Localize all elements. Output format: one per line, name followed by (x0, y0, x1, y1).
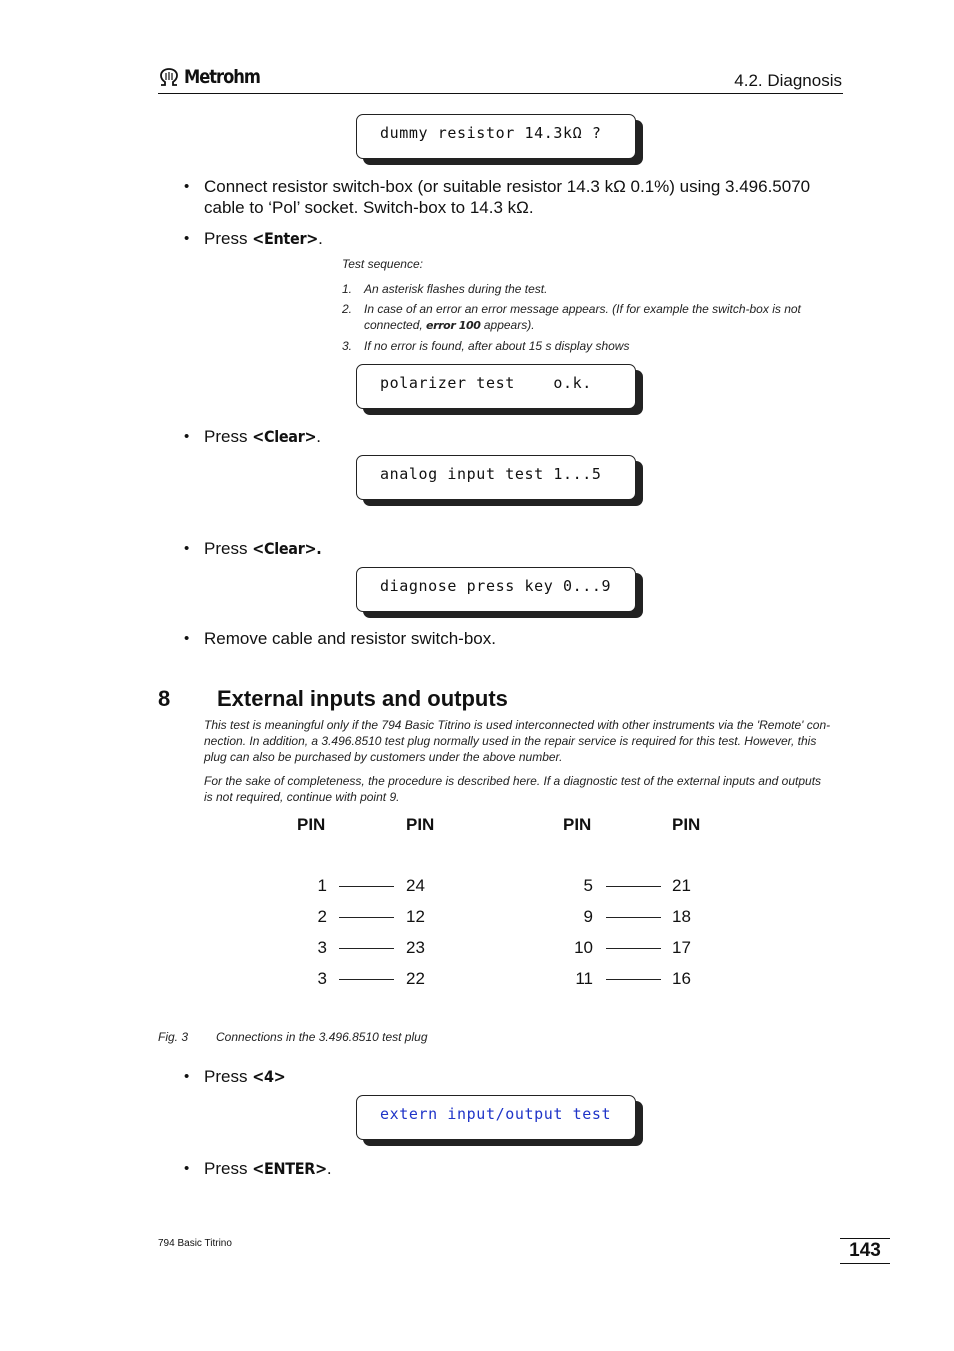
header-rule (158, 93, 843, 94)
logo-text: Metrohm (184, 66, 260, 88)
paragraph-line: plug can also be purchased by customers under the above number. (204, 750, 563, 764)
bullet-icon: • (184, 1160, 190, 1177)
pin-number: 16 (672, 969, 691, 988)
pin-connection-line (606, 948, 661, 949)
metrohm-omega-icon (158, 67, 180, 87)
pin-number: 12 (406, 907, 425, 926)
paragraph-line: This test is meaningful only if the 794 Basic Titrino is used interconnected with other instruments via the 'Remote' con- (204, 718, 831, 732)
pin-number: 5 (583, 876, 593, 895)
pin-number: 1 (317, 876, 327, 895)
bullet-text-line: cable to ‘Pol’ socket. Switch-box to 14.3 kΩ. (204, 198, 534, 217)
bullet-icon: • (184, 1068, 190, 1085)
bullet-text-line: Connect resistor switch-box (or suitable resistor 14.3 kΩ 0.1%) using 3.496.5070 (204, 177, 811, 196)
list-number: 2. (342, 302, 353, 316)
pin-header: PIN (297, 815, 326, 834)
paragraph-line: is not required, continue with point 9. (204, 790, 400, 804)
paragraph-line: For the sake of completeness, the procedure is described here. If a diagnostic test of the external inputs and outputs (204, 774, 822, 788)
figure-label: Fig. 3 (158, 1030, 189, 1044)
pin-number: 17 (672, 938, 691, 957)
pin-connection-line (339, 886, 394, 887)
list-text: An asterisk flashes during the test. (364, 282, 548, 296)
list-text: connected, (364, 318, 427, 332)
section-title: External inputs and outputs (217, 686, 508, 711)
period: . (316, 427, 322, 446)
bullet-icon: • (184, 540, 190, 557)
pin-number: 10 (574, 938, 593, 957)
display-text: extern input/output test (380, 1105, 612, 1123)
section-number: 8 (158, 686, 171, 711)
display-text: diagnose press key 0...9 (380, 577, 612, 595)
display-text: dummy resistor 14.3kΩ ? (380, 124, 602, 142)
press-label: Press (204, 229, 253, 248)
press-label: Press (204, 1067, 253, 1086)
pin-number: 9 (583, 907, 593, 926)
list-number: 3. (342, 339, 353, 353)
pin-number: 18 (672, 907, 691, 926)
pin-number: 24 (406, 876, 425, 895)
test-sequence-list (342, 281, 822, 361)
page-number: 143 (840, 1238, 890, 1264)
display-text: polarizer test o.k. (380, 374, 592, 392)
pin-connection-line (339, 979, 394, 980)
pin-number: 21 (672, 876, 691, 895)
paragraph (204, 717, 844, 765)
paragraph-line: nection. In addition, a 3.496.8510 test plug normally used in the repair service is required for this test. However, this (204, 734, 817, 748)
press-label: Press (204, 427, 253, 446)
pin-header: PIN (563, 815, 592, 834)
brand-logo (158, 66, 272, 88)
key-enter: <Enter> (252, 229, 319, 248)
list-item (342, 301, 822, 335)
period: . (326, 1159, 332, 1178)
list-item (342, 338, 822, 354)
bullet-text-line: Remove cable and resistor switch-box. (204, 629, 496, 648)
pin-header: PIN (672, 815, 701, 834)
pin-number: 2 (317, 907, 327, 926)
pin-connection-line (606, 917, 661, 918)
bullet-icon: • (184, 178, 190, 195)
bullet-icon: • (184, 230, 190, 247)
section-label: 4.2. Diagnosis (734, 71, 842, 90)
key-clear: <Clear>. (252, 539, 322, 558)
pin-header: PIN (406, 815, 435, 834)
key-enter: <ENTER> (252, 1159, 327, 1178)
footer-product: 794 Basic Titrino (158, 1238, 232, 1249)
period: . (318, 229, 323, 248)
key-clear: <Clear> (252, 427, 317, 446)
list-text: If no error is found, after about 15 s display shows (364, 339, 630, 353)
display-box (356, 364, 636, 409)
pin-connection-line (339, 917, 394, 918)
error-code: error 100 (426, 319, 481, 332)
press-label: Press (204, 539, 253, 558)
pin-number: 3 (317, 969, 327, 988)
figure-caption: Connections in the 3.496.8510 test plug (216, 1030, 428, 1044)
paragraph (204, 773, 844, 805)
display-box (356, 1095, 636, 1140)
test-sequence-title: Test sequence: (342, 257, 423, 271)
list-text: appears). (480, 318, 535, 332)
bullet-icon: • (184, 630, 190, 647)
display-box (356, 455, 636, 500)
list-item (342, 281, 822, 297)
list-number: 1. (342, 282, 353, 296)
pin-connection-line (339, 948, 394, 949)
pin-number: 22 (406, 969, 425, 988)
pin-connection-line (606, 886, 661, 887)
display-text: analog input test 1...5 (380, 465, 602, 483)
key-4: <4> (252, 1067, 286, 1086)
list-text: In case of an error an error message appears. (If for example the switch-box is not (364, 302, 801, 316)
pin-number: 3 (317, 938, 327, 957)
pin-number: 23 (406, 938, 425, 957)
pin-number: 11 (575, 969, 593, 988)
display-box (356, 114, 636, 159)
pin-connection-line (606, 979, 661, 980)
press-label: Press (204, 1159, 253, 1178)
bullet-icon: • (184, 428, 190, 445)
display-box (356, 567, 636, 612)
